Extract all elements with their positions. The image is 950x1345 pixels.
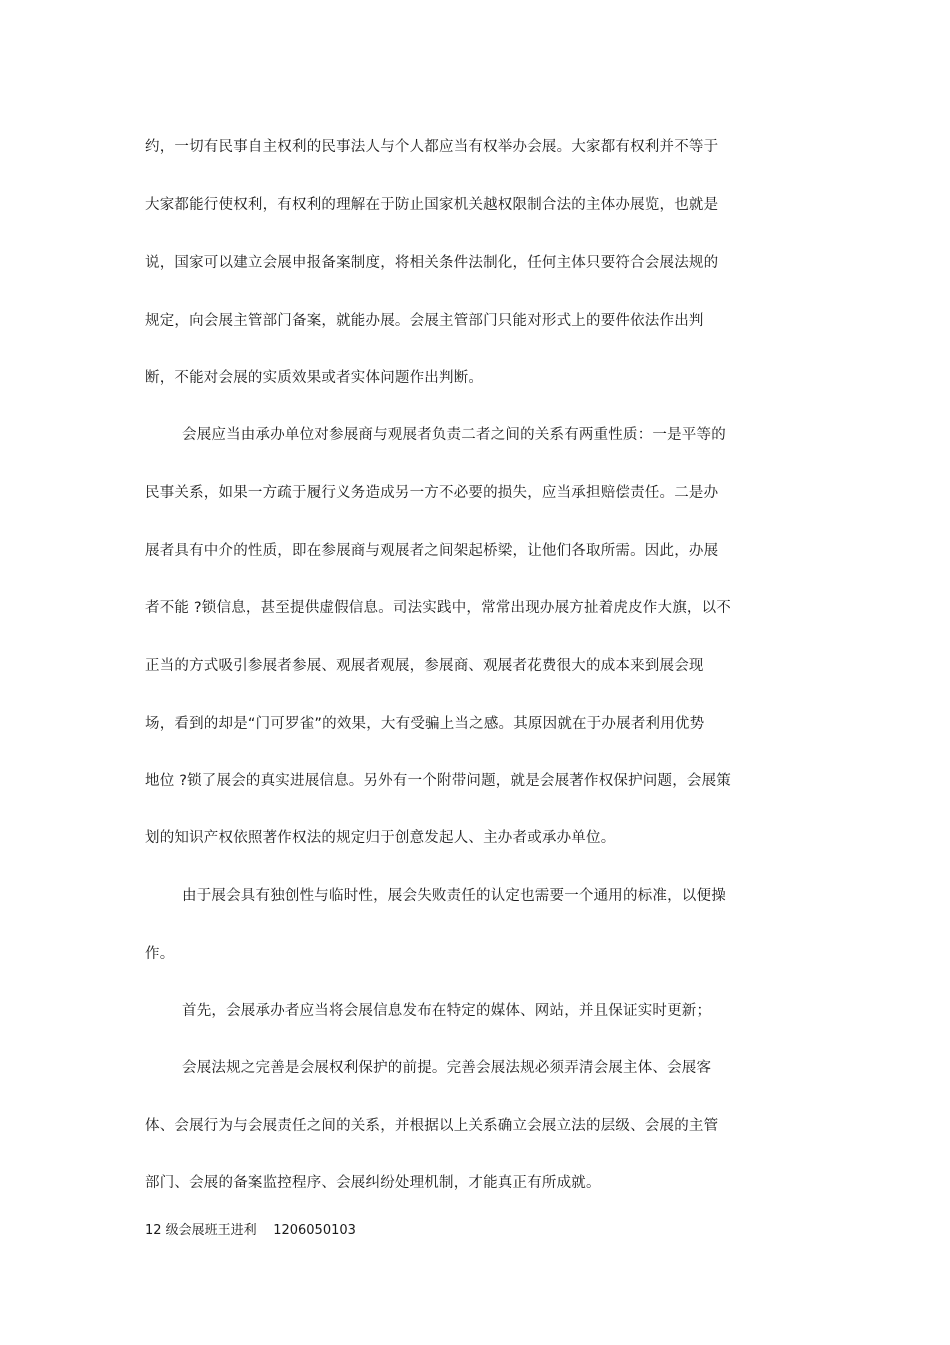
text-line: 会展法规之完善是会展权利保护的前提。完善会展法规必须弄清会展主体、会展客 — [182, 1060, 712, 1076]
text-line: 划的知识产权依照著作权法的规定归于创意发起人、主办者或承办单位。 — [145, 830, 616, 846]
text-line: 说，国家可以建立会展申报备案制度，将相关条件法制化，任何主体只要符合会展法规的 — [145, 255, 719, 271]
text-line: 会展应当由承办单位对参展商与观展者负责二者之间的关系有两重性质：一是平等的 — [182, 427, 726, 443]
text-line: 约，一切有民事自主权利的民事法人与个人都应当有权举办会展。大家都有权利并不等于 — [145, 139, 719, 155]
text-line: 断，不能对会展的实质效果或者实体问题作出判断。 — [145, 370, 484, 386]
text-line: 规定，向会展主管部门备案，就能办展。会展主管部门只能对形式上的要件依法作出判 — [145, 313, 704, 329]
text-line: 正当的方式吸引参展者参展、观展者观展，参展商、观展者花费很大的成本来到展会现 — [145, 658, 704, 674]
text-line: 场，看到的却是“门可罗雀”的效果，大有受骗上当之感。其原因就在于办展者利用优势 — [145, 716, 705, 732]
text-line: 者不能 ?锁信息，甚至提供虚假信息。司法实践中，常常出现办展方扯着虎皮作大旗，以不 — [145, 600, 732, 616]
text-line: 由于展会具有独创性与临时性，展会失败责任的认定也需要一个通用的标准，以便操 — [182, 888, 726, 904]
text-line: 首先，会展承办者应当将会展信息发布在特定的媒体、网站，并且保证实时更新； — [182, 1003, 712, 1019]
text-line: 体、会展行为与会展责任之间的关系，并根据以上关系确立会展立法的层级、会展的主管 — [145, 1118, 719, 1134]
author-line: 12 级会展班王进利 1206050103 — [145, 1223, 356, 1238]
text-line: 作。 — [145, 946, 175, 962]
text-line: 民事关系，如果一方疏于履行义务造成另一方不必要的损失，应当承担赔偿责任。二是办 — [145, 485, 719, 501]
text-line: 大家都能行使权利，有权利的理解在于防止国家机关越权限制合法的主体办展览，也就是 — [145, 197, 719, 213]
text-line: 部门、会展的备案监控程序、会展纠纷处理机制，才能真正有所成就。 — [145, 1175, 601, 1191]
text-line: 地位 ?锁了展会的真实进展信息。另外有一个附带问题，就是会展著作权保护问题，会展策 — [145, 773, 732, 789]
text-line: 展者具有中介的性质，即在参展商与观展者之间架起桥梁，让他们各取所需。因此，办展 — [145, 543, 719, 559]
